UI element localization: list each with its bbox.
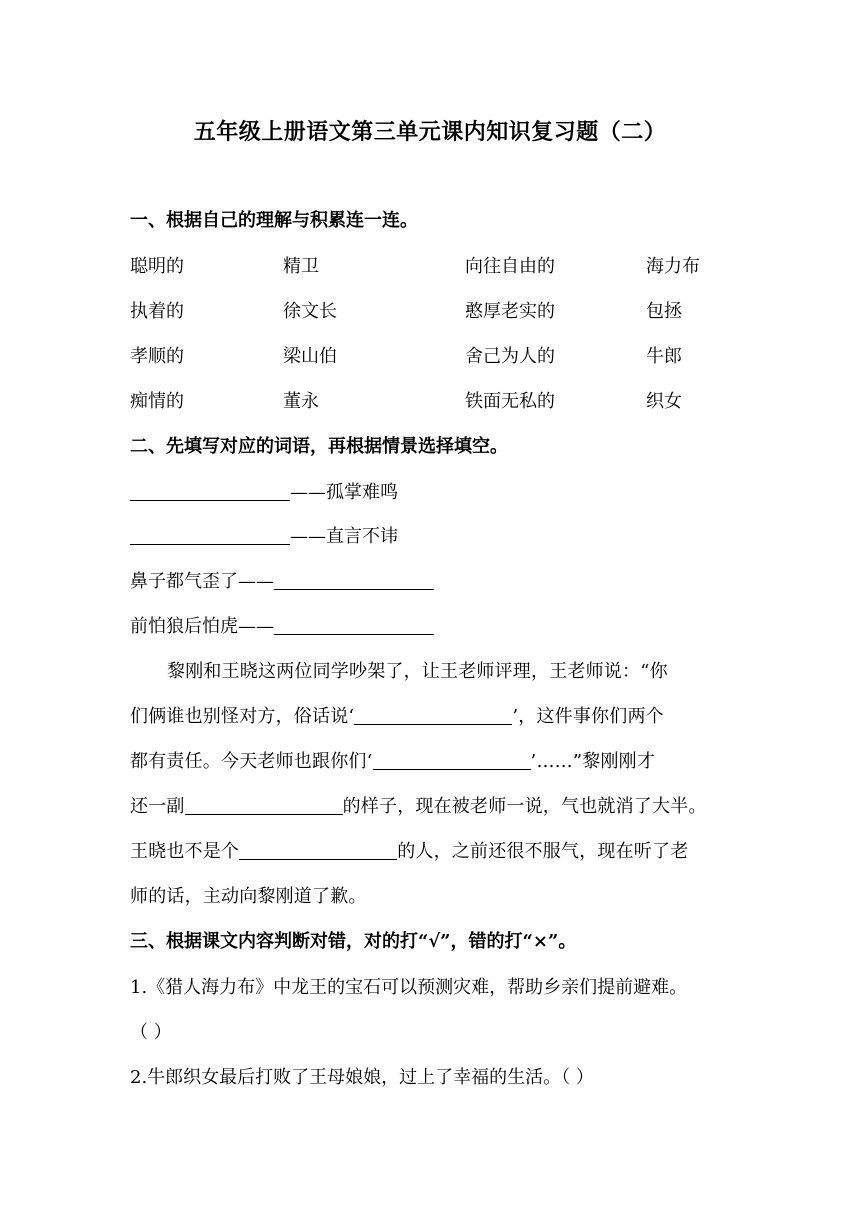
idiom-line-1 [130, 478, 398, 504]
paragraph-text: 的人，之前还很不服气，现在听了老 [397, 841, 689, 862]
matching-cell: 憨厚老实的 [465, 301, 555, 322]
paragraph-line: 师的话，主动向黎刚道了歉。 [130, 886, 367, 907]
matching-cell: 铁面无私的 [465, 391, 555, 412]
matching-cell: 痴情的 [130, 391, 184, 412]
matching-cell: 海力布 [646, 256, 700, 277]
question-1-answer-paren[interactable]: （ ） [130, 1022, 172, 1043]
matching-cell: 织女 [646, 391, 682, 412]
matching-cell: 执着的 [130, 301, 184, 322]
paragraph-text: 王晓也不是个 [130, 841, 240, 862]
fill-blank[interactable] [185, 796, 343, 815]
idiom-line-3 [130, 567, 434, 593]
fill-blank[interactable] [354, 706, 512, 725]
paragraph-line [130, 837, 688, 863]
paragraph-line [130, 792, 707, 818]
fill-blank[interactable] [130, 526, 290, 545]
matching-cell: 梁山伯 [283, 346, 337, 367]
matching-cell: 包拯 [646, 301, 682, 322]
matching-cell: 徐文长 [283, 301, 337, 322]
matching-cell: 舍己为人的 [465, 346, 555, 367]
fill-blank[interactable] [130, 482, 290, 501]
idiom-line-3-prefix: 鼻子都气歪了—— [130, 571, 274, 592]
fill-blank[interactable] [373, 751, 531, 770]
question-1: 1.《猎人海力布》中龙王的宝石可以预测灾难，帮助乡亲们提前避难。 [130, 977, 688, 998]
idiom-line-4 [130, 612, 434, 638]
idiom-line-2-suffix: ——直言不讳 [290, 526, 398, 547]
matching-cell: 孝顺的 [130, 346, 184, 367]
paragraph-text: 们俩谁也别怪对方，俗话说‘ [130, 706, 355, 727]
section-2-heading: 二、先填写对应的词语，再根据情景选择填空。 [130, 436, 508, 457]
paragraph-text: ’，这件事你们两个 [512, 706, 664, 727]
matching-cell: 精卫 [283, 256, 319, 277]
paragraph-line: 黎刚和王晓这两位同学吵架了，让王老师评理，王老师说：“你 [167, 661, 668, 682]
idiom-line-2 [130, 522, 398, 548]
matching-cell: 向往自由的 [465, 256, 555, 277]
paragraph-text: ’……”黎刚刚才 [530, 751, 656, 772]
fill-blank[interactable] [274, 616, 434, 635]
page-title: 五年级上册语文第三单元课内知识复习题（二） [193, 119, 667, 145]
matching-cell: 聪明的 [130, 256, 184, 277]
idiom-line-1-suffix: ——孤掌难鸣 [290, 482, 398, 503]
paragraph-line [130, 702, 664, 728]
paragraph-line [130, 747, 655, 773]
section-1-heading: 一、根据自己的理解与积累连一连。 [130, 210, 418, 231]
paragraph-text: 还一副 [130, 796, 185, 817]
paragraph-text: 的样子，现在被老师一说，气也就消了大半。 [342, 796, 707, 817]
idiom-line-4-prefix: 前怕狼后怕虎—— [130, 616, 274, 637]
fill-blank[interactable] [239, 841, 397, 860]
matching-cell: 董永 [283, 391, 319, 412]
paragraph-text: 都有责任。今天老师也跟你们‘ [130, 751, 373, 772]
question-2: 2.牛郎织女最后打败了王母娘娘，过上了幸福的生活。（ ） [130, 1067, 594, 1088]
section-3-heading: 三、根据课文内容判断对错，对的打“√”，错的打“×”。 [130, 931, 577, 952]
fill-blank[interactable] [274, 571, 434, 590]
matching-cell: 牛郎 [646, 346, 682, 367]
